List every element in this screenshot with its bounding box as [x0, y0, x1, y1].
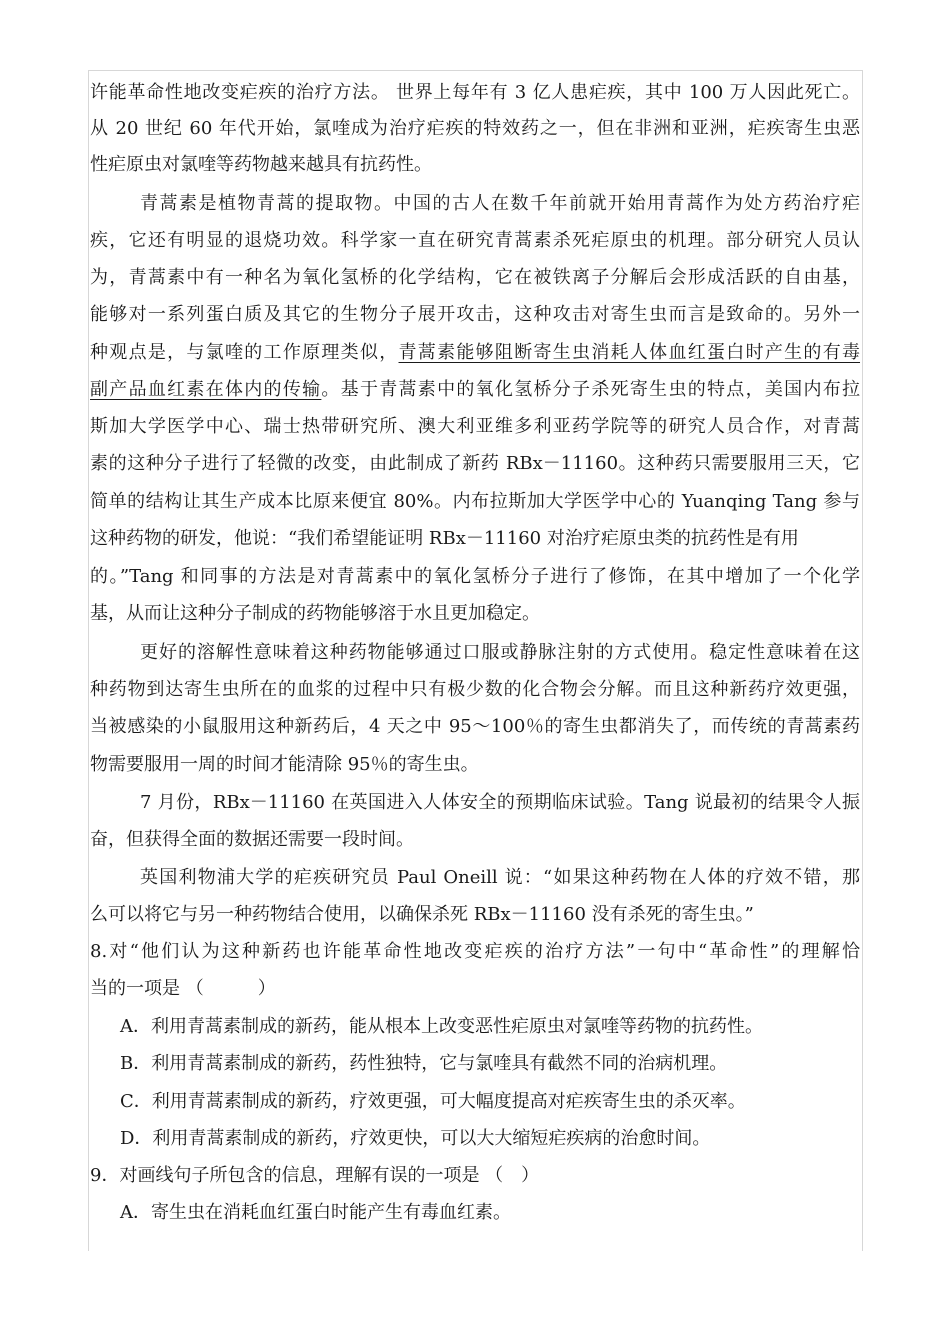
- passage-line: 为，青蒿素中有一种名为氧化氢桥的化学结构，它在被铁离子分解后会形成活跃的自由基，: [90, 267, 860, 288]
- underlined-sentence: 副产品血红素在体内的传输: [90, 379, 322, 400]
- passage-line: 这种药物的研发，他说：“我们希望能证明 RBx－11160 对治疗疟原虫类的抗药性是有用: [90, 528, 799, 549]
- question-8-option-a: A．利用青蒿素制成的新药，能从根本上改变恶性疟原虫对氯喹等药物的抗药性。: [120, 1016, 763, 1037]
- passage-line: 的。”Tang 和同事的方法是对青蒿素中的氧化氢桥分子进行了修饰，在其中增加了一个化学: [90, 566, 860, 587]
- passage-line: 英国利物浦大学的疟疾研究员 Paul Oneill 说：“如果这种药物在人体的疗效不错，那: [140, 867, 860, 888]
- passage-line: 奋，但获得全面的数据还需要一段时间。: [90, 829, 414, 850]
- underlined-sentence: 青蒿素能够阻断寄生虫消耗人体血红蛋白时产生的有毒: [398, 342, 861, 363]
- passage-line: 斯加大学医学中心、瑞士热带研究所、澳大利亚维多利亚药学院等的研究人员合作，对青蒿: [90, 416, 860, 437]
- passage-line: 更好的溶解性意味着这种药物能够通过口服或静脉注射的方式使用。稳定性意味着在这: [140, 642, 860, 663]
- passage-line: [90, 336, 860, 370]
- passage-line: 许能革命性地改变疟疾的治疗方法。 世界上每年有 3 亿人患疟疾，其中 100 万人因此死亡。: [90, 82, 860, 103]
- question-8-option-b: B．利用青蒿素制成的新药，药性独特，它与氯喹具有截然不同的治病机理。: [120, 1053, 728, 1074]
- passage-line: 种药物到达寄生虫所在的血浆的过程中只有极少数的化合物会分解。而且这种新药疗效更强，: [90, 679, 860, 700]
- question-9-option-a: A．寄生虫在消耗血红蛋白时能产生有毒血红素。: [120, 1202, 511, 1223]
- passage-line: 基，从而让这种分子制成的药物能够溶于水且更加稳定。: [90, 603, 540, 624]
- question-9-stem: 9．对画线句子所包含的信息，理解有误的一项是 （ ）: [90, 1165, 540, 1186]
- question-8-stem: 当的一项是 （ ）: [90, 978, 276, 999]
- question-8-stem: 8.对“他们认为这种新药也许能革命性地改变疟疾的治疗方法”一句中“革命性”的理解恰: [90, 941, 860, 962]
- question-8-option-c: C．利用青蒿素制成的新药，疗效更强，可大幅度提高对疟疾寄生虫的杀灭率。: [120, 1091, 746, 1112]
- passage-line: 能够对一系列蛋白质及其它的生物分子展开攻击，这种攻击对寄生虫而言是致命的。另外一: [90, 304, 860, 325]
- passage-line: 从 20 世纪 60 年代开始，氯喹成为治疗疟疾的特效药之一，但在非洲和亚洲，疟疾寄生虫恶: [90, 118, 860, 139]
- passage-line: 性疟原虫对氯喹等药物越来越具有抗药性。: [90, 154, 432, 175]
- question-8-option-d: D．利用青蒿素制成的新药，疗效更快，可以大大缩短疟疾病的治愈时间。: [120, 1128, 711, 1149]
- passage-line: 简单的结构让其生产成本比原来便宜 80%。内布拉斯加大学医学中心的 Yuanqing Tang 参与: [90, 491, 860, 512]
- passage-line: 物需要服用一周的时间才能清除 95％的寄生虫。: [90, 754, 479, 775]
- passage-text: 。基于青蒿素中的氧化氢桥分子杀死寄生虫的特点，美国内布拉: [321, 379, 861, 400]
- passage-line: 疾，它还有明显的退烧功效。科学家一直在研究青蒿素杀死疟原虫的机理。部分研究人员认: [90, 230, 860, 251]
- passage-line: [90, 373, 860, 407]
- passage-line: 青蒿素是植物青蒿的提取物。中国的古人在数千年前就开始用青蒿作为处方药治疗疟: [140, 193, 860, 214]
- passage-line: 7 月份，RBx－11160 在英国进入人体安全的预期临床试验。Tang 说最初的结果令人振: [140, 792, 860, 813]
- passage-line: 当被感染的小鼠服用这种新药后，4 天之中 95～100％的寄生虫都消失了，而传统的青蒿素药: [90, 716, 860, 737]
- passage-line: 么可以将它与另一种药物结合使用，以确保杀死 RBx－11160 没有杀死的寄生虫。”: [90, 904, 754, 925]
- passage-line: 素的这种分子进行了轻微的改变，由此制成了新药 RBx－11160。这种药只需要服用三天，它: [90, 453, 860, 474]
- passage-text: 种观点是，与氯喹的工作原理类似，: [90, 342, 399, 363]
